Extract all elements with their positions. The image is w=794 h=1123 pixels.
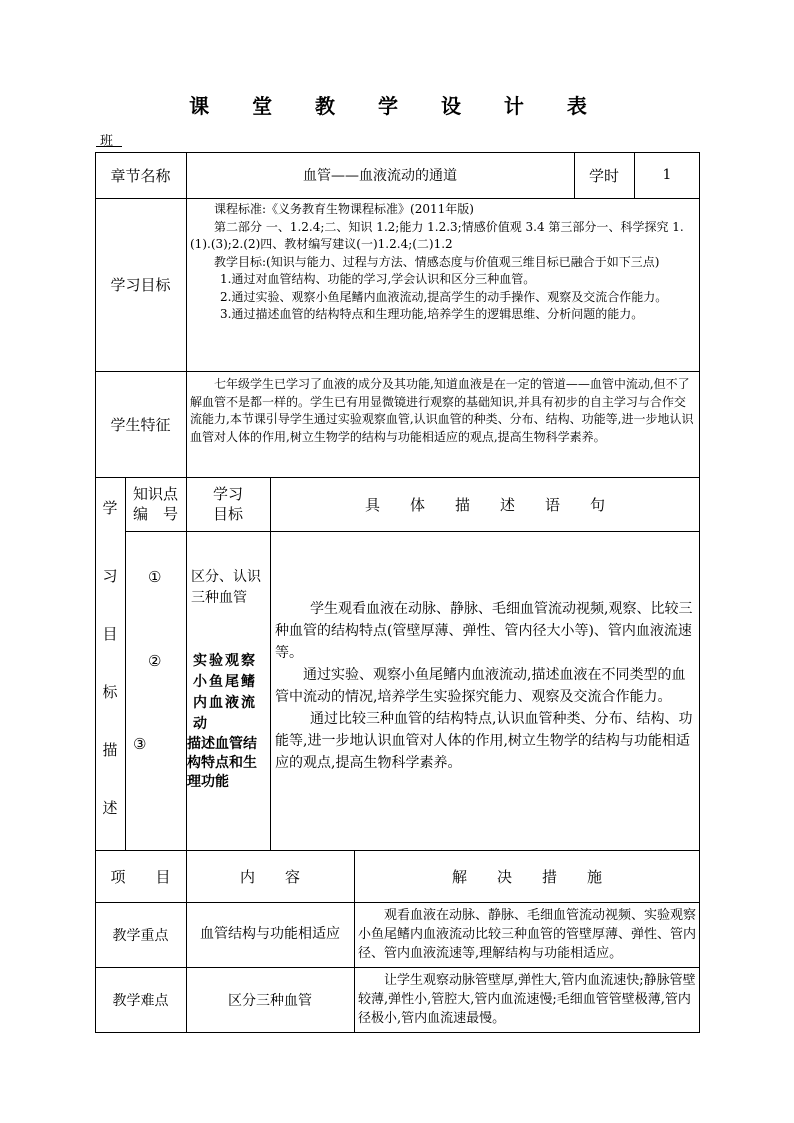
desc-header: 具 体 描 述 语 句 — [364, 495, 605, 514]
key-point-measures: 观看血液在动脉、静脉、毛细血管流动视频、实验观察小鱼尾鳍内血液流动比较三种血管的管壁厚薄、弹性、管内径、管内血液流速等,理解结构与功能相适应。 — [358, 908, 697, 961]
side-char: 目 — [102, 625, 118, 643]
knowledge-header-line1: 知识点 — [132, 485, 178, 503]
goal-item: 实验观察小鱼尾鳍内血液流动 — [193, 653, 257, 732]
difficulty-measures: 让学生观察动脉管壁厚,弹性大,管内血流速快;静脉管壁较薄,弹性小,管腔大,管内血流速慢;毛细血管管壁极薄,管内径极小,管内血流速最慢。 — [358, 973, 696, 1026]
side-char: 描 — [102, 741, 118, 759]
hours-label: 学时 — [588, 166, 619, 185]
side-char: 学 — [102, 499, 118, 517]
content-header: 内 容 — [239, 867, 300, 886]
chapter-value: 血管——血液流动的通道 — [303, 168, 457, 184]
goal-header-line1: 学习 — [212, 485, 243, 503]
objectives-label: 学习目标 — [110, 276, 171, 294]
student-label: 学生特征 — [110, 415, 171, 434]
knowledge-header-line2: 编 号 — [132, 505, 178, 523]
objective-line: 第二部分 一、1.2.4;二、知识 1.2;能力 1.2.3;情感价值观 3.4 第三部分一、科学探究 1.(1).(3);2.(2)四、教材编写建议(一)1.2.4;(二)1.2 — [190, 219, 684, 251]
row-divider — [125, 531, 700, 532]
objective-line: 3.通过描述血管的结构特点和生理功能,培养学生的逻辑思维、分析问题的能力。 — [220, 307, 644, 321]
goal-side-label — [95, 477, 125, 850]
knowledge-header — [125, 477, 186, 531]
knowledge-number: ② — [148, 652, 162, 670]
class-underline — [96, 146, 122, 147]
item-header: 项 目 — [110, 867, 171, 886]
side-char: 习 — [102, 567, 118, 585]
col-divider — [186, 152, 187, 477]
chapter-label: 章节名称 — [110, 166, 171, 185]
objective-line: 2.通过实验、观察小鱼尾鳍内血液流动,提高学生的动手操作、观察及交流合作能力。 — [220, 289, 668, 304]
col-divider — [186, 477, 187, 850]
goal-header-line2: 目标 — [212, 505, 243, 523]
difficulty-content: 区分三种血管 — [228, 993, 312, 1009]
side-char: 标 — [102, 683, 118, 701]
goal-header — [186, 477, 270, 531]
key-point-content: 血管结构与功能相适应 — [200, 926, 340, 942]
knowledge-number: ① — [148, 568, 162, 586]
description-paragraph: 通过比较三种血管的结构特点,认识血管种类、分布、结构、功能等,进一步地认识血管对人体的作用,树立生物学的结构与功能相适应的观点,提高生物科学素养。 — [275, 711, 693, 771]
col-divider — [270, 477, 271, 850]
goal-item: 区分、认识三种血管 — [191, 569, 261, 606]
side-char: 述 — [102, 799, 118, 817]
hours-value: 1 — [662, 167, 672, 183]
goal-description — [275, 598, 695, 774]
student-text: 七年级学生已学习了血液的成分及其功能,知道血液是在一定的管道——血管中流动,但不了解血管不是都一样的。学生已有用显微镜进行观察的基础知识,并具有初步的自主学习与合作交流能力,本节课引导学生通过实验观察血管,认识血管的种类、分布、结构、功能等,进一步地认识血管对人体的作用,树立生物学的结构与功能相适应的观点,提高生物科学素养。 — [190, 377, 694, 444]
objectives-text — [190, 201, 696, 369]
knowledge-number: ③ — [133, 735, 147, 753]
description-paragraph: 通过实验、观察小鱼尾鳍内血液流动,描述血液在不同类型的血管中流动的情况,培养学生实验探究能力、观察及交流合作能力。 — [275, 667, 686, 705]
goal-item: 描述血管结构特点和生理功能 — [187, 736, 257, 790]
objective-line: 课程标准:《义务教育生物课程标准》(2011年版) — [214, 202, 474, 216]
class-label: 班 — [100, 134, 114, 149]
difficulty-label: 教学难点 — [112, 993, 169, 1009]
description-paragraph: 学生观看血液在动脉、静脉、毛细血管流动视频,观察、比较三种血管的结构特点(管壁厚薄、弹性、管内径大小等)、管内血液流速等。 — [275, 601, 693, 661]
col-divider — [125, 477, 126, 850]
page-title: 课 堂 教 学 设 计 表 — [189, 94, 605, 118]
measures-header: 解 决 措 施 — [451, 867, 602, 886]
objective-line: 教学目标:(知识与能力、过程与方法、情感态度与价值观三维目标已融合于如下三点) — [214, 254, 660, 269]
objective-line: 1.通过对血管结构、功能的学习,学会认识和区分三种血管。 — [220, 272, 536, 286]
key-point-label: 教学重点 — [112, 927, 169, 944]
